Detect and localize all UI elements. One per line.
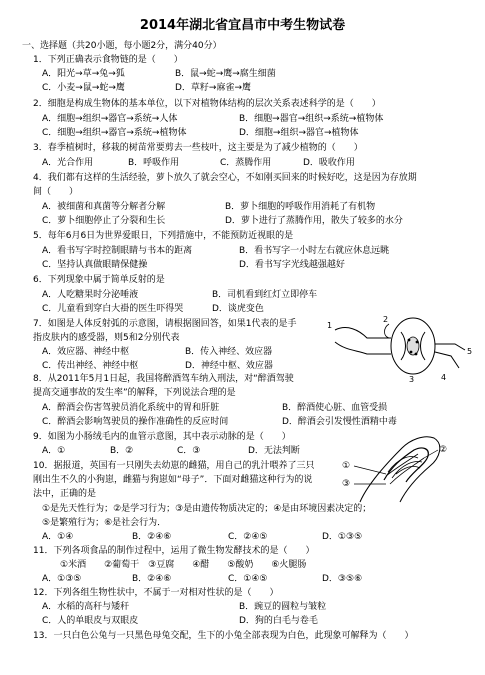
q3-option-d: D．吸收作用 [303,158,355,168]
q3-option-a: A．光合作用 [42,158,94,168]
fig7-label-5: 5 [467,347,473,356]
q7-option-d: D．神经中枢、效应器 [185,361,273,371]
q7-option-c: C．传出神经、神经中枢 [42,361,139,371]
q12-stem: 12．下列各组生物性状中，不属于一对相对性状的是（ ） [33,588,279,598]
q10-stem-line2: 刚出生不久的小狗崽，雌猫与狗崽如“母子”．下面对雌猫这种行为的说 [33,475,313,485]
q10-statements-line1: ①是先天性行为；②是学习行为；③是由遗传物质决定的；④是由环境因素决定的； [42,504,372,514]
q2-option-d: D．细胞→组织→器官→植物体 [239,128,359,138]
q4-stem-line2: 间（ ） [33,187,79,197]
q4-option-c: C．萝卜细胞停止了分裂和生长 [42,216,166,226]
q10-stem-line1: 10．据报道，英国有一只刚失去幼崽的雌猫，用自己的乳汁喂养了三只 [33,461,315,471]
q6-option-a: A．人吃糖果时分泌唾液 [42,290,139,300]
q9-stem: 9．如图为小肠绒毛内的血管示意图，其中表示动脉的是（ ） [33,432,291,442]
q7-stem-line1: 7．如图是人体反射弧的示意图，请根据图回答，如果1代表的是手 [33,319,297,329]
fig7-label-2: 2 [383,315,389,324]
villus-vessel-diagram [340,428,452,506]
q3-option-c: C．蒸腾作用 [220,158,272,168]
q11-option-b: B．②④⑥ [132,574,172,584]
q1-option-d: D．草籽→麻雀→鹰 [175,83,252,93]
q11-option-a: A．①③⑤ [42,574,82,584]
fig9-label-1: ① [342,461,351,471]
q4-stem-line1: 4．我们都有这样的生活经验，萝卜放久了就会空心，不如刚买回来的时候好吃，这是因为存放期 [33,173,417,183]
q12-option-b: B．豌豆的圆粒与皱粒 [239,602,327,612]
q1-option-c: C．小麦→鼠→蛇→鹰 [42,83,125,93]
q10-option-b: B．②④⑥ [132,532,172,542]
q12-option-d: D．狗的白毛与卷毛 [239,616,318,626]
q5-option-b: B．看书写字一小时左右就应休息远眺 [239,246,390,256]
q5-stem: 5．每年6月6日为世界爱眼日，下列措施中，不能预防近视眼的是 [33,231,294,241]
q8-option-c: C．醉酒会影响驾驶员的操作准确性的反应时间 [42,417,229,427]
q11-items: ①米酒 ②葡萄干 ③豆腐 ④醋 ⑤酸奶 ⑥火腿肠 [60,560,307,570]
q11-stem: 11．下列各项食品的制作过程中，运用了微生物发酵技术的是（ ） [33,546,315,556]
q9-option-c: C．③ [177,446,201,456]
q8-stem-line1: 8．从2011年5月1日起，我国将醉酒驾车纳入刑法，对“醉酒驾驶 [33,374,294,384]
q9-option-b: B．② [110,446,134,456]
q9-option-d: D．无法判断 [248,446,300,456]
q12-option-c: C．人的单眼皮与双眼皮 [42,616,139,626]
fig9-label-3: ③ [342,479,351,489]
q8-option-a: A．醉酒会伤害驾驶员消化系统中的胃和肝脏 [42,403,220,413]
section-heading: 一、选择题（共20小题，每小题2分，满分40分） [22,41,222,51]
q10-option-a: A．①④ [42,532,74,542]
q5-option-d: D．看书写字光线越强越好 [239,260,345,270]
q13-stem: 13．一只白色公兔与一只黑色母兔交配，生下的小兔全部表现为白色，此现象可解释为（ ） [33,631,414,641]
fig7-label-4: 4 [441,373,447,382]
reflex-arc-diagram [325,310,475,385]
q10-option-d: D．①③⑤ [322,532,363,542]
q4-option-d: D．萝卜进行了蒸腾作用，散失了较多的水分 [225,216,403,226]
q11-option-c: C．①④⑤ [228,574,268,584]
q1-stem: 1．下列正确表示食物链的是（ ） [33,55,183,65]
page-title: 2014年湖北省宜昌市中考生物试卷 [139,18,346,33]
fig7-label-1: 1 [327,321,333,330]
q2-option-b: B．细胞→器官→组织→系统→植物体 [239,114,384,124]
q12-option-a: A．水稻的高秆与矮秆 [42,602,130,612]
q10-stem-line3: 法中，正确的是 [33,489,97,499]
fig9-label-2: ② [439,445,448,455]
q5-option-c: C．坚持认真做眼睛保健操 [42,260,148,270]
q10-option-c: C．②④⑤ [228,532,268,542]
q4-option-a: A．被细菌和真菌等分解者分解 [42,202,166,212]
q6-option-c: C．儿童看到穿白大褂的医生吓得哭 [42,304,184,314]
q7-option-a: A．效应器、神经中枢 [42,347,130,357]
q3-option-b: B．呼吸作用 [128,158,180,168]
q2-option-c: C．细胞→组织→器官→系统→植物体 [42,128,187,138]
q7-option-b: B．传入神经、效应器 [185,347,273,357]
q5-option-a: A．看书写字时控制眼睛与书本的距离 [42,246,193,256]
q8-stem-line2: 提高交通事故的发生率”的解释，下列说法合理的是 [33,388,236,398]
q6-option-d: D．谈虎变色 [212,304,264,314]
q8-option-d: D．醉酒会引发慢性酒精中毒 [282,417,397,427]
q10-statements-line2: ⑤是繁殖行为；⑥是社会行为． [42,518,167,528]
q3-stem: 3．春季植树时，移栽的树苗常要剪去一些枝叶，这主要是为了减少植物的（ ） [33,143,363,153]
q1-option-b: B．鼠→蛇→鹰→腐生细菌 [175,69,276,79]
q2-option-a: A．细胞→组织→器官→系统→人体 [42,114,178,124]
q9-option-a: A．① [42,446,66,456]
q2-stem: 2．细胞是构成生物体的基本单位，以下对植物体结构的层次关系表述科学的是（ ） [33,99,381,109]
fig7-label-3: 3 [409,375,415,384]
q4-option-b: B．萝卜细胞的呼吸作用消耗了有机物 [225,202,376,212]
q6-stem: 6．下列现象中属于简单反射的是 [33,275,165,285]
q8-option-b: B．醉酒使心脏、血管受损 [282,403,388,413]
q6-option-b: B．司机看到红灯立即停车 [212,290,318,300]
q7-stem-line2: 指皮肤内的感受器，则5和2分别代表 [33,333,180,343]
q11-option-d: D．③⑤⑥ [322,574,363,584]
q1-option-a: A．阳光→草→兔→狐 [42,69,125,79]
